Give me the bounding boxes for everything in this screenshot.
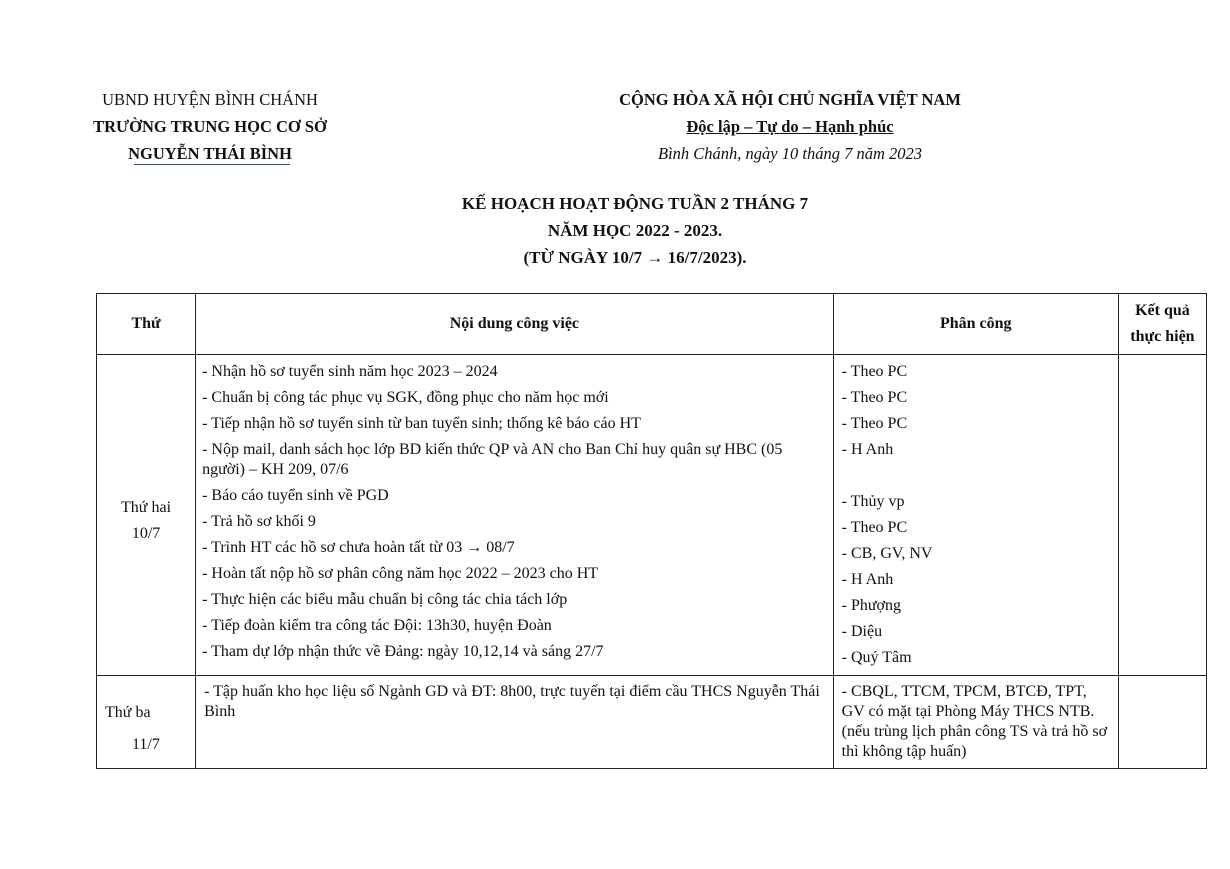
task-item: - Tiếp đoàn kiểm tra công tác Đội: 13h30, huyện Đoàn — [202, 617, 552, 634]
table-row — [97, 676, 1207, 769]
task-item: - Chuẩn bị công tác phục vụ SGK, đồng phục cho năm học mới — [202, 389, 609, 406]
title-line-3: (TỪ NGÀY 10/7 → 16/7/2023). — [523, 248, 747, 267]
header-underline — [134, 164, 290, 165]
task-item: - Nộp mail, danh sách học lớp BD kiến thức QP và AN cho Ban Chỉ huy quân sự HBC (05 người) – KH 209, 07/6 — [202, 441, 783, 478]
assign-cell-tuesday — [833, 676, 1118, 769]
motto: Độc lập – Tự do – Hạnh phúc — [686, 117, 894, 136]
task-item: - Hoàn tất nộp hồ sơ phân công năm học 2022 – 2023 cho HT — [202, 565, 599, 582]
task-item: - Báo cáo tuyển sinh về PGD — [202, 487, 389, 504]
day-name: Thứ hai — [121, 499, 172, 516]
day-cell-monday — [97, 355, 196, 676]
task-item: - Tham dự lớp nhận thức về Đảng: ngày 10,12,14 và sáng 27/7 — [202, 643, 604, 660]
plan-table — [96, 293, 1207, 769]
school-type: TRƯỜNG TRUNG HỌC CƠ SỞ — [93, 117, 327, 136]
assign-cell-monday — [833, 355, 1118, 676]
title-line-1: KẾ HOẠCH HOẠT ĐỘNG TUẦN 2 THÁNG 7 — [461, 194, 809, 213]
assign-item: - Quý Tâm — [841, 649, 912, 666]
header-right — [560, 86, 1020, 167]
country-name: CỘNG HÒA XÃ HỘI CHỦ NGHĨA VIỆT NAM — [619, 90, 961, 109]
assign-item: - Theo PC — [841, 363, 908, 380]
task-item: - Trình HT các hồ sơ chưa hoàn tất từ 03 → 08/7 — [202, 539, 515, 556]
result-cell-monday — [1118, 355, 1206, 676]
assign-item: - H Anh — [841, 441, 894, 458]
assign-item: - Phượng — [841, 597, 901, 614]
task-item: - Trả hồ sơ khối 9 — [202, 513, 316, 530]
header-left — [60, 86, 360, 167]
assign-item: - CBQL, TTCM, TPCM, BTCĐ, TPT, GV có mặt tại Phòng Máy THCS NTB. (nếu trùng lịch phân công TS và trả hồ sơ thì không tập huấn) — [841, 683, 1108, 760]
assign-item: - Theo PC — [841, 389, 908, 406]
table-header-row — [97, 294, 1207, 355]
result-cell-tuesday — [1118, 676, 1206, 769]
assign-item: - Thủy vp — [841, 493, 905, 510]
district-name: UBND HUYỆN BÌNH CHÁNH — [102, 90, 318, 109]
assign-item: - Theo PC — [841, 519, 908, 536]
assign-item: - Diệu — [841, 623, 883, 640]
header-result-line-2: thực hiện — [1130, 328, 1195, 345]
task-cell-tuesday — [196, 676, 834, 769]
document-date: Bình Chánh, ngày 10 tháng 7 năm 2023 — [658, 144, 922, 163]
task-item: - Thực hiện các biểu mẫu chuẩn bị công tác chia tách lớp — [202, 591, 568, 608]
task-item: - Nhận hồ sơ tuyển sinh năm học 2023 – 2024 — [202, 363, 498, 380]
header-task: Nội dung công việc — [196, 294, 834, 355]
header-result-line-1: Kết quả — [1135, 302, 1190, 319]
task-item: - Tiếp nhận hồ sơ tuyển sinh từ ban tuyển sinh; thống kê báo cáo HT — [202, 415, 641, 432]
day-name: Thứ ba — [105, 704, 151, 721]
task-item: - Tập huấn kho học liệu số Ngành GD và ĐT: 8h00, trực tuyến tại điểm cầu THCS Nguyễn Thái Bình — [204, 683, 820, 720]
title-line-2: NĂM HỌC 2022 - 2023. — [547, 221, 723, 240]
task-cell-monday — [196, 355, 834, 676]
day-date: 10/7 — [131, 525, 161, 542]
assign-item: - CB, GV, NV — [841, 545, 933, 562]
header-result — [1118, 294, 1206, 355]
header-assign: Phân công — [833, 294, 1118, 355]
table-row — [97, 355, 1207, 676]
header-day: Thứ — [97, 294, 196, 355]
assign-item: - H Anh — [841, 571, 894, 588]
day-date: 11/7 — [132, 736, 160, 753]
day-cell-tuesday — [97, 676, 196, 769]
document-title — [235, 190, 1035, 271]
school-name: NGUYỄN THÁI BÌNH — [128, 144, 292, 163]
assign-item: - Theo PC — [841, 415, 908, 432]
